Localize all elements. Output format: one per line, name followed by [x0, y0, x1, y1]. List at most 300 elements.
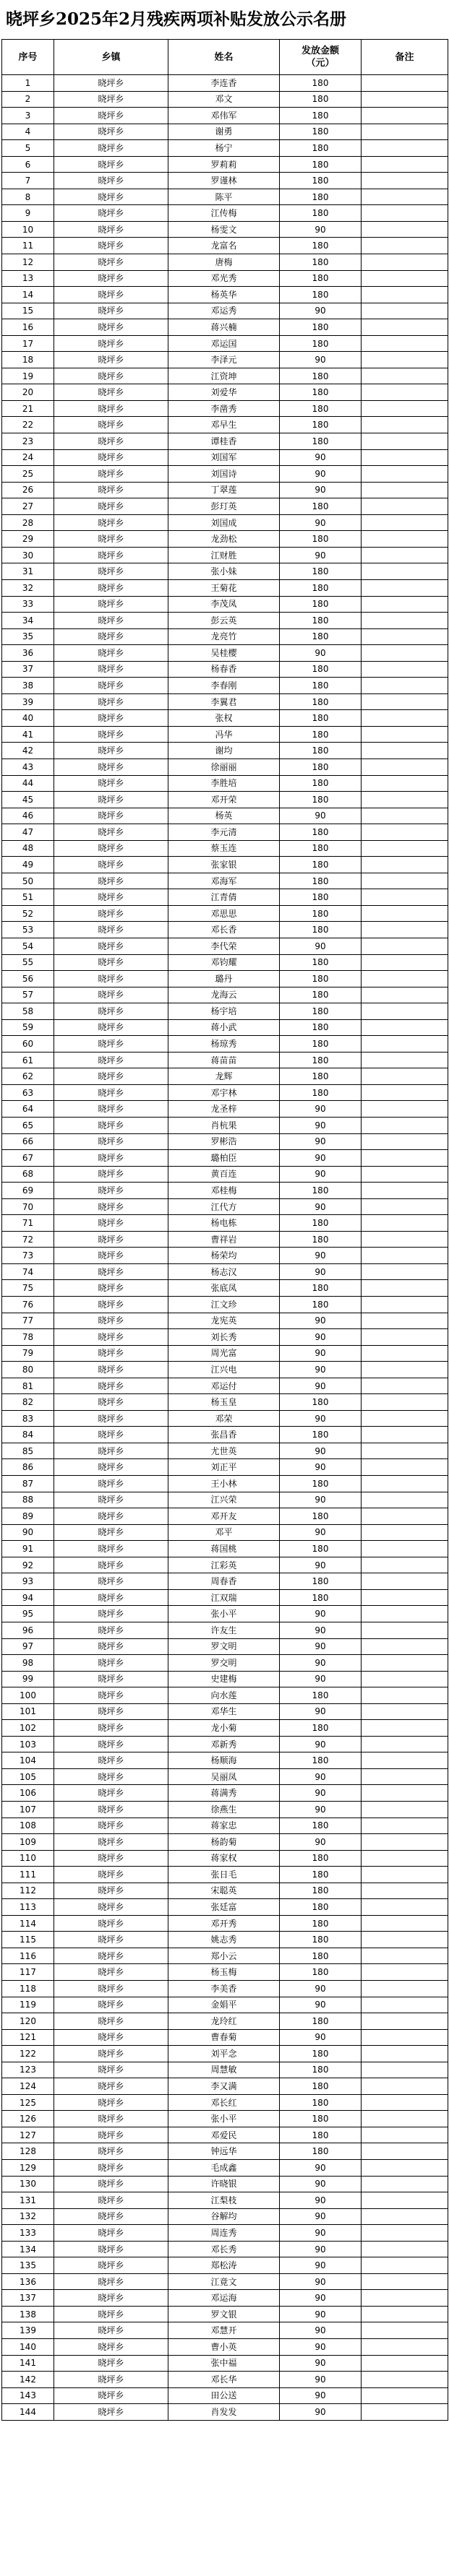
- cell-town: 晓坪乡: [54, 287, 168, 303]
- cell-amount: 180: [280, 254, 362, 271]
- table-row: [2, 726, 448, 743]
- cell-town: 晓坪乡: [54, 905, 168, 922]
- table-row: [2, 238, 448, 254]
- cell-amount: 180: [280, 75, 362, 92]
- cell-note: [362, 433, 448, 450]
- cell-name: 刘国军: [168, 449, 280, 466]
- cell-name: 蒋家权: [168, 1850, 280, 1867]
- table-row: [2, 1492, 448, 1508]
- cell-note: [362, 824, 448, 841]
- cell-note: [362, 1752, 448, 1769]
- cell-name: 江文珍: [168, 1297, 280, 1313]
- cell-name: 谷解均: [168, 2208, 280, 2225]
- cell-seq: 92: [2, 1557, 54, 1573]
- table-row: [2, 2241, 448, 2257]
- table-row: [2, 1133, 448, 1150]
- cell-amount: 90: [280, 1671, 362, 1687]
- cell-name: 李连香: [168, 75, 280, 92]
- cell-name: 杨玉梅: [168, 1964, 280, 1981]
- cell-seq: 114: [2, 1915, 54, 1932]
- table-row: [2, 1638, 448, 1655]
- disability-subsidy-table: [1, 39, 448, 2421]
- cell-town: 晓坪乡: [54, 189, 168, 205]
- cell-note: [362, 1622, 448, 1638]
- table-row: [2, 1215, 448, 1232]
- cell-note: [362, 2404, 448, 2421]
- cell-name: 张小平: [168, 1606, 280, 1622]
- cell-note: [362, 221, 448, 238]
- cell-note: [362, 1329, 448, 1346]
- cell-amount: 180: [280, 173, 362, 189]
- table-row: [2, 1263, 448, 1280]
- cell-amount: 90: [280, 1329, 362, 1346]
- cell-town: 晓坪乡: [54, 2143, 168, 2160]
- cell-seq: 87: [2, 1476, 54, 1492]
- cell-amount: 90: [280, 2225, 362, 2242]
- cell-note: [362, 2225, 448, 2242]
- cell-town: 晓坪乡: [54, 1687, 168, 1704]
- cell-note: [362, 547, 448, 563]
- cell-name: 蒋满秀: [168, 1785, 280, 1802]
- table-body: [2, 75, 448, 2421]
- cell-name: 邓宇林: [168, 1084, 280, 1101]
- cell-seq: 129: [2, 2160, 54, 2177]
- cell-note: [362, 1850, 448, 1867]
- cell-seq: 138: [2, 2306, 54, 2322]
- cell-name: 罗文明: [168, 1638, 280, 1655]
- cell-town: 晓坪乡: [54, 1231, 168, 1248]
- cell-town: 晓坪乡: [54, 1036, 168, 1053]
- cell-name: 彭云英: [168, 613, 280, 629]
- cell-amount: 90: [280, 2339, 362, 2356]
- cell-name: 张中福: [168, 2355, 280, 2372]
- cell-town: 晓坪乡: [54, 938, 168, 954]
- cell-note: [362, 1183, 448, 1199]
- cell-seq: 122: [2, 2046, 54, 2062]
- cell-town: 晓坪乡: [54, 628, 168, 645]
- cell-town: 晓坪乡: [54, 1166, 168, 1183]
- cell-name: 邓新秀: [168, 1736, 280, 1752]
- cell-seq: 80: [2, 1362, 54, 1378]
- cell-seq: 6: [2, 156, 54, 173]
- cell-town: 晓坪乡: [54, 2273, 168, 2290]
- table-row: [2, 693, 448, 710]
- cell-note: [362, 352, 448, 368]
- cell-amount: 90: [280, 1133, 362, 1150]
- cell-name: 李泽元: [168, 352, 280, 368]
- table-row: [2, 482, 448, 498]
- cell-note: [362, 498, 448, 515]
- cell-seq: 90: [2, 1524, 54, 1541]
- table-row: [2, 1248, 448, 1264]
- table-row: [2, 514, 448, 531]
- cell-amount: 180: [280, 2062, 362, 2078]
- cell-name: 曹春菊: [168, 2029, 280, 2046]
- cell-note: [362, 1068, 448, 1085]
- cell-amount: 180: [280, 1915, 362, 1932]
- cell-amount: 180: [280, 1084, 362, 1101]
- cell-seq: 25: [2, 466, 54, 483]
- cell-seq: 128: [2, 2143, 54, 2160]
- cell-town: 晓坪乡: [54, 873, 168, 889]
- cell-name: 邓运国: [168, 335, 280, 352]
- cell-town: 晓坪乡: [54, 1068, 168, 1085]
- cell-seq: 46: [2, 808, 54, 824]
- cell-note: [362, 889, 448, 906]
- cell-amount: 180: [280, 1687, 362, 1704]
- cell-note: [362, 645, 448, 662]
- cell-seq: 55: [2, 954, 54, 971]
- table-row: [2, 2404, 448, 2421]
- cell-name: 邓光秀: [168, 270, 280, 287]
- cell-seq: 30: [2, 547, 54, 563]
- cell-town: 晓坪乡: [54, 1052, 168, 1068]
- cell-town: 晓坪乡: [54, 1785, 168, 1802]
- cell-name: 邓长秀: [168, 2241, 280, 2257]
- cell-name: 张廷富: [168, 1899, 280, 1916]
- table-row: [2, 2111, 448, 2127]
- table-row: [2, 1084, 448, 1101]
- cell-name: 肖杭果: [168, 1118, 280, 1134]
- cell-seq: 9: [2, 205, 54, 222]
- table-row: [2, 905, 448, 922]
- cell-name: 江财胜: [168, 547, 280, 563]
- cell-name: 蔡玉连: [168, 840, 280, 857]
- table-row: [2, 889, 448, 906]
- cell-amount: 180: [280, 693, 362, 710]
- cell-note: [362, 2290, 448, 2307]
- cell-town: 晓坪乡: [54, 449, 168, 466]
- cell-town: 晓坪乡: [54, 2208, 168, 2225]
- cell-amount: 90: [280, 2257, 362, 2274]
- cell-amount: 90: [280, 1263, 362, 1280]
- cell-seq: 47: [2, 824, 54, 841]
- cell-town: 晓坪乡: [54, 1198, 168, 1215]
- cell-town: 晓坪乡: [54, 2339, 168, 2356]
- cell-amount: 90: [280, 1150, 362, 1167]
- cell-note: [362, 2094, 448, 2111]
- cell-amount: 90: [280, 2387, 362, 2404]
- cell-amount: 180: [280, 1850, 362, 1867]
- cell-town: 晓坪乡: [54, 2160, 168, 2177]
- cell-seq: 4: [2, 124, 54, 140]
- cell-amount: 90: [280, 2241, 362, 2257]
- cell-name: 宋聪英: [168, 1883, 280, 1899]
- cell-seq: 67: [2, 1150, 54, 1167]
- table-row: [2, 2062, 448, 2078]
- table-row: [2, 661, 448, 678]
- table-row: [2, 2273, 448, 2290]
- cell-name: 黄百连: [168, 1166, 280, 1183]
- cell-name: 张权: [168, 710, 280, 727]
- cell-seq: 84: [2, 1427, 54, 1443]
- cell-note: [362, 1980, 448, 1997]
- cell-amount: 90: [280, 1459, 362, 1476]
- cell-name: 江双瑞: [168, 1589, 280, 1606]
- cell-seq: 16: [2, 319, 54, 336]
- cell-seq: 10: [2, 221, 54, 238]
- cell-name: 杨韵菊: [168, 1834, 280, 1851]
- table-row: [2, 1557, 448, 1573]
- cell-town: 晓坪乡: [54, 1476, 168, 1492]
- cell-seq: 96: [2, 1622, 54, 1638]
- table-row: [2, 840, 448, 857]
- table-row: [2, 189, 448, 205]
- cell-note: [362, 303, 448, 319]
- cell-seq: 57: [2, 987, 54, 1003]
- table-row: [2, 2029, 448, 2046]
- table-row: [2, 628, 448, 645]
- cell-amount: 90: [280, 2290, 362, 2307]
- cell-note: [362, 254, 448, 271]
- table-row: [2, 449, 448, 466]
- cell-note: [362, 1345, 448, 1362]
- cell-note: [362, 1899, 448, 1916]
- table-row: [2, 1541, 448, 1557]
- cell-name: 周光富: [168, 1345, 280, 1362]
- cell-name: 龙圣梓: [168, 1101, 280, 1118]
- cell-seq: 76: [2, 1297, 54, 1313]
- cell-amount: 90: [280, 482, 362, 498]
- cell-seq: 79: [2, 1345, 54, 1362]
- table-row: [2, 91, 448, 108]
- cell-note: [362, 1133, 448, 1150]
- cell-name: 丁翠莲: [168, 482, 280, 498]
- cell-seq: 73: [2, 1248, 54, 1264]
- cell-town: 晓坪乡: [54, 1003, 168, 1020]
- cell-amount: 180: [280, 1720, 362, 1737]
- cell-seq: 5: [2, 140, 54, 157]
- table-row: [2, 824, 448, 841]
- table-row: [2, 1166, 448, 1183]
- cell-note: [362, 2241, 448, 2257]
- table-row: [2, 1362, 448, 1378]
- cell-note: [362, 1932, 448, 1948]
- cell-amount: 180: [280, 840, 362, 857]
- table-row: [2, 2355, 448, 2372]
- cell-town: 晓坪乡: [54, 1133, 168, 1150]
- cell-town: 晓坪乡: [54, 2372, 168, 2388]
- cell-note: [362, 400, 448, 417]
- cell-note: [362, 1248, 448, 1264]
- cell-town: 晓坪乡: [54, 1899, 168, 1916]
- table-row: [2, 710, 448, 727]
- cell-note: [362, 873, 448, 889]
- cell-name: 刘平念: [168, 2046, 280, 2062]
- table-row: [2, 1573, 448, 1590]
- cell-note: [362, 335, 448, 352]
- cell-name: 彭玎英: [168, 498, 280, 515]
- cell-amount: 180: [280, 417, 362, 433]
- cell-town: 晓坪乡: [54, 808, 168, 824]
- table-row: [2, 808, 448, 824]
- cell-amount: 90: [280, 2355, 362, 2372]
- cell-amount: 90: [280, 1638, 362, 1655]
- cell-name: 金娟平: [168, 1997, 280, 2013]
- cell-amount: 90: [280, 1834, 362, 1851]
- cell-seq: 137: [2, 2290, 54, 2307]
- cell-note: [362, 2062, 448, 2078]
- cell-name: 璐丹: [168, 971, 280, 987]
- cell-seq: 23: [2, 433, 54, 450]
- cell-amount: 90: [280, 1606, 362, 1622]
- cell-name: 史建梅: [168, 1671, 280, 1687]
- table-row: [2, 2143, 448, 2160]
- cell-note: [362, 1948, 448, 1964]
- cell-town: 晓坪乡: [54, 1915, 168, 1932]
- cell-note: [362, 1915, 448, 1932]
- table-row: [2, 596, 448, 613]
- cell-note: [362, 628, 448, 645]
- table-row: [2, 156, 448, 173]
- table-row: [2, 1183, 448, 1199]
- cell-note: [362, 319, 448, 336]
- table-row: [2, 531, 448, 548]
- cell-note: [362, 514, 448, 531]
- cell-name: 龙宪英: [168, 1313, 280, 1329]
- cell-name: 江兴荣: [168, 1492, 280, 1508]
- cell-note: [362, 1492, 448, 1508]
- cell-name: 李春刚: [168, 678, 280, 694]
- cell-town: 晓坪乡: [54, 2241, 168, 2257]
- cell-seq: 82: [2, 1394, 54, 1411]
- cell-seq: 102: [2, 1720, 54, 1737]
- table-row: [2, 857, 448, 873]
- cell-town: 晓坪乡: [54, 1964, 168, 1981]
- cell-seq: 8: [2, 189, 54, 205]
- table-row: [2, 547, 448, 563]
- table-row: [2, 108, 448, 124]
- cell-name: 邓早生: [168, 417, 280, 433]
- cell-town: 晓坪乡: [54, 254, 168, 271]
- cell-name: 罗交明: [168, 1655, 280, 1672]
- cell-amount: 180: [280, 2078, 362, 2095]
- cell-name: 邓海军: [168, 873, 280, 889]
- table-row: [2, 1345, 448, 1362]
- cell-town: 晓坪乡: [54, 433, 168, 450]
- cell-note: [362, 1671, 448, 1687]
- cell-town: 晓坪乡: [54, 1263, 168, 1280]
- cell-amount: 180: [280, 1280, 362, 1297]
- cell-amount: 180: [280, 1427, 362, 1443]
- cell-name: 周慧敏: [168, 2062, 280, 2078]
- cell-amount: 180: [280, 189, 362, 205]
- cell-town: 晓坪乡: [54, 1443, 168, 1459]
- table-row: [2, 1443, 448, 1459]
- cell-seq: 28: [2, 514, 54, 531]
- cell-note: [362, 108, 448, 124]
- cell-name: 龙劲松: [168, 531, 280, 548]
- table-row: [2, 645, 448, 662]
- cell-town: 晓坪乡: [54, 1313, 168, 1329]
- table-row: [2, 1198, 448, 1215]
- cell-town: 晓坪乡: [54, 1084, 168, 1101]
- cell-seq: 50: [2, 873, 54, 889]
- cell-town: 晓坪乡: [54, 547, 168, 563]
- table-row: [2, 1606, 448, 1622]
- table-row: [2, 1915, 448, 1932]
- cell-town: 晓坪乡: [54, 2078, 168, 2095]
- cell-seq: 66: [2, 1133, 54, 1150]
- cell-amount: 180: [280, 743, 362, 759]
- cell-note: [362, 124, 448, 140]
- cell-amount: 90: [280, 2322, 362, 2339]
- cell-town: 晓坪乡: [54, 743, 168, 759]
- cell-note: [362, 156, 448, 173]
- table-row: [2, 1834, 448, 1851]
- cell-name: 钟远华: [168, 2143, 280, 2160]
- cell-note: [362, 2013, 448, 2030]
- table-row: [2, 1589, 448, 1606]
- cell-name: 龙亮竹: [168, 628, 280, 645]
- cell-seq: 132: [2, 2208, 54, 2225]
- table-row: [2, 613, 448, 629]
- cell-seq: 107: [2, 1801, 54, 1818]
- header-note: 备注: [362, 40, 448, 75]
- cell-town: 晓坪乡: [54, 319, 168, 336]
- cell-name: 李翼君: [168, 693, 280, 710]
- cell-town: 晓坪乡: [54, 2355, 168, 2372]
- cell-seq: 36: [2, 645, 54, 662]
- table-row: [2, 1997, 448, 2013]
- cell-amount: 90: [280, 2372, 362, 2388]
- cell-amount: 180: [280, 140, 362, 157]
- cell-town: 晓坪乡: [54, 1297, 168, 1313]
- table-row: [2, 1150, 448, 1167]
- table-row: [2, 2078, 448, 2095]
- table-row: [2, 2306, 448, 2322]
- cell-amount: 180: [280, 433, 362, 450]
- table-row: [2, 1736, 448, 1752]
- cell-amount: 180: [280, 1036, 362, 1053]
- cell-amount: 180: [280, 1052, 362, 1068]
- table-row: [2, 1459, 448, 1476]
- cell-seq: 43: [2, 758, 54, 775]
- cell-seq: 95: [2, 1606, 54, 1622]
- cell-seq: 77: [2, 1313, 54, 1329]
- cell-seq: 110: [2, 1850, 54, 1867]
- cell-seq: 142: [2, 2372, 54, 2388]
- cell-note: [362, 954, 448, 971]
- cell-note: [362, 1476, 448, 1492]
- cell-seq: 53: [2, 922, 54, 938]
- cell-name: 杨电栋: [168, 1215, 280, 1232]
- cell-seq: 52: [2, 905, 54, 922]
- cell-name: 罗谨林: [168, 173, 280, 189]
- cell-name: 郑松涛: [168, 2257, 280, 2274]
- cell-seq: 29: [2, 531, 54, 548]
- table-row: [2, 205, 448, 222]
- cell-amount: 180: [280, 498, 362, 515]
- cell-seq: 51: [2, 889, 54, 906]
- table-row: [2, 1003, 448, 1020]
- cell-town: 晓坪乡: [54, 613, 168, 629]
- cell-town: 晓坪乡: [54, 1720, 168, 1737]
- table-row: [2, 1019, 448, 1036]
- header-amount-line1: 发放金额: [301, 46, 339, 56]
- cell-name: 邓长红: [168, 2094, 280, 2111]
- cell-amount: 180: [280, 954, 362, 971]
- table-row: [2, 1524, 448, 1541]
- table-row: [2, 775, 448, 792]
- cell-town: 晓坪乡: [54, 270, 168, 287]
- cell-note: [362, 449, 448, 466]
- cell-note: [362, 2208, 448, 2225]
- cell-note: [362, 1867, 448, 1883]
- cell-amount: 180: [280, 873, 362, 889]
- cell-note: [362, 173, 448, 189]
- cell-town: 晓坪乡: [54, 1541, 168, 1557]
